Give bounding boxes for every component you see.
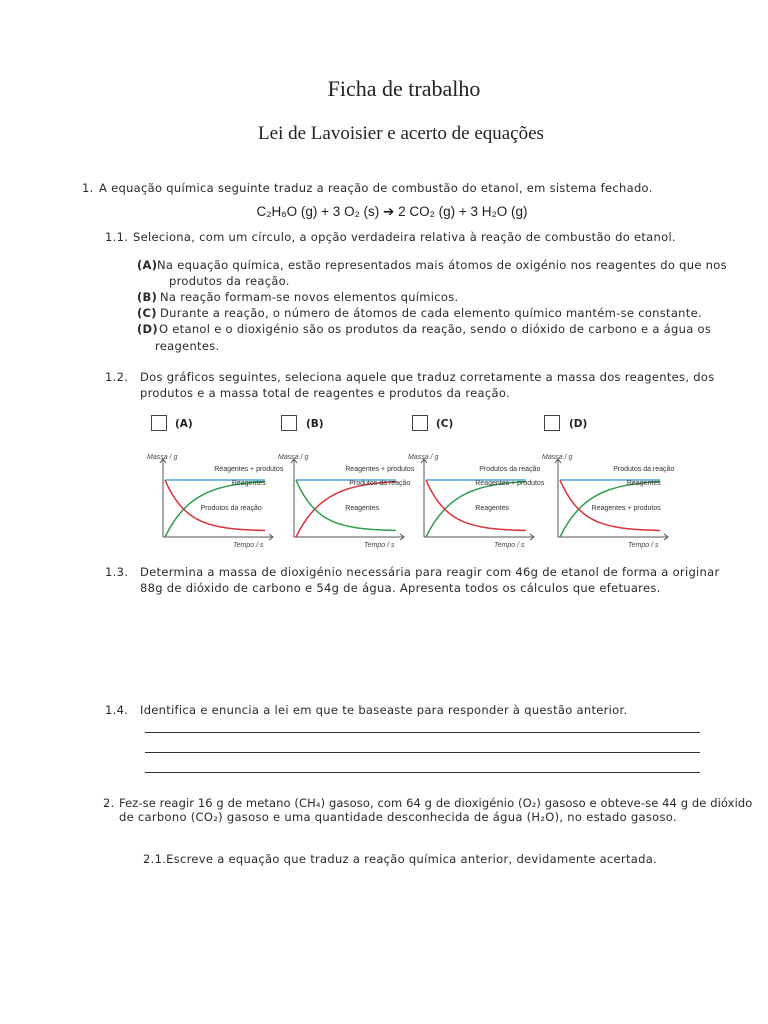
answer-line-2[interactable] [145, 752, 700, 753]
graph-series-label: Reagentes + produtos [591, 505, 661, 512]
graph-series-label: Produtos da reação [479, 466, 541, 473]
graph-3 [542, 454, 674, 549]
q1-3-number: 1.3. [105, 565, 129, 579]
q1-4-text: Identifica e enuncia a lei em que te baseaste para responder à questão anterior. [140, 703, 628, 717]
q2-number: 2. [103, 796, 115, 810]
option-a-label[interactable]: (A) [137, 258, 158, 272]
option-a-text-cont: produtos da reação. [169, 274, 290, 288]
graph-ylabel: Massa / g [542, 454, 573, 461]
graph-xlabel: Tempo / s [494, 542, 525, 549]
graph-xlabel: Tempo / s [364, 542, 395, 549]
option-d-text: O etanol e o dioxigénio são os produtos da reação, sendo o dióxido de carbono e a água os [159, 322, 712, 336]
option-a-text: Na equação química, estão representados mais átomos de oxigénio nos reagentes do que nos [157, 258, 727, 272]
page-subtitle: Lei de Lavoisier e acerto de equações [258, 123, 544, 144]
option-c-label[interactable]: (C) [137, 306, 157, 320]
q1-1-text: Seleciona, com um círculo, a opção verdadeira relativa à reação de combustão do etanol. [133, 230, 676, 244]
q1-equation: C₂H₆O (g) + 3 O₂ (s) ➔ 2 CO₂ (g) + 3 H₂O (g) [256, 204, 528, 219]
graph-series-label: Reagentes [475, 505, 510, 512]
option-d-text-cont: reagentes. [155, 339, 220, 353]
option-c-text: Durante a reação, o número de átomos de cada elemento químico mantém-se constante. [160, 306, 702, 320]
page-title: Ficha de trabalho [327, 76, 481, 101]
graph-series-label: Produtos da reação [613, 466, 675, 473]
checkbox-c-label: (C) [436, 418, 454, 430]
q1-number: 1. [82, 181, 94, 195]
graph-ylabel: Massa / g [278, 454, 309, 461]
q1-2-text-cont: produtos e a massa total de reagentes e produtos da reação. [140, 386, 510, 400]
checkbox-a-label: (A) [175, 418, 193, 430]
graph-xlabel: Tempo / s [233, 542, 264, 549]
option-b-text: Na reação formam-se novos elementos químicos. [160, 290, 459, 304]
graph-1 [278, 454, 415, 549]
graph-0 [147, 454, 284, 549]
checkbox-b-label: (B) [306, 418, 324, 430]
q2-text-cont: de carbono (CO₂) gasoso e uma quantidade desconhecida de água (H₂O), no estado gasoso. [119, 810, 677, 824]
graph-series-label: Reagentes [626, 480, 661, 487]
q2-text: Fez-se reagir 16 g de metano (CH₄) gasoso, com 64 g de dioxigénio (O₂) gasoso e obteve-se 44 g de dióxido [119, 796, 753, 810]
graph-series-label: Produtos da reação [349, 480, 411, 487]
graph-series-label: Reagentes [345, 505, 380, 512]
q1-4-number: 1.4. [105, 703, 129, 717]
graph-2 [408, 454, 545, 549]
graph-series-label: Reagentes + produtos [475, 480, 545, 487]
answer-line-1[interactable] [145, 732, 700, 733]
checkbox-d-label: (D) [569, 418, 588, 430]
q1-1-number: 1.1. [105, 230, 129, 244]
graph-series-label: Reagentes + produtos [345, 466, 415, 473]
q1-2-number: 1.2. [105, 370, 129, 384]
q1-3-text: Determina a massa de dioxigénio necessária para reagir com 46g de etanol de forma a originar [140, 565, 720, 579]
q1-2-text: Dos gráficos seguintes, seleciona aquele que traduz corretamente a massa dos reagentes, dos [140, 370, 715, 384]
q1-3-text-cont: 88g de dióxido de carbono e 54g de água. Apresenta todos os cálculos que efetuares. [140, 581, 661, 595]
graph-series-label: Produtos da reação [200, 505, 262, 512]
graph-ylabel: Massa / g [408, 454, 439, 461]
graph-xlabel: Tempo / s [628, 542, 659, 549]
graph-ylabel: Massa / g [147, 454, 178, 461]
option-d-label[interactable]: (D) [137, 322, 158, 336]
graph-series-label: Reagentes + produtos [214, 466, 284, 473]
option-b-label[interactable]: (B) [137, 290, 158, 304]
q1-text: A equação química seguinte traduz a reação de combustão do etanol, em sistema fechado. [99, 181, 653, 195]
answer-line-3[interactable] [145, 772, 700, 773]
graph-series-label: Reagentes [231, 480, 266, 487]
q2-1-text: 2.1.Escreve a equação que traduz a reação química anterior, devidamente acertada. [143, 852, 658, 866]
